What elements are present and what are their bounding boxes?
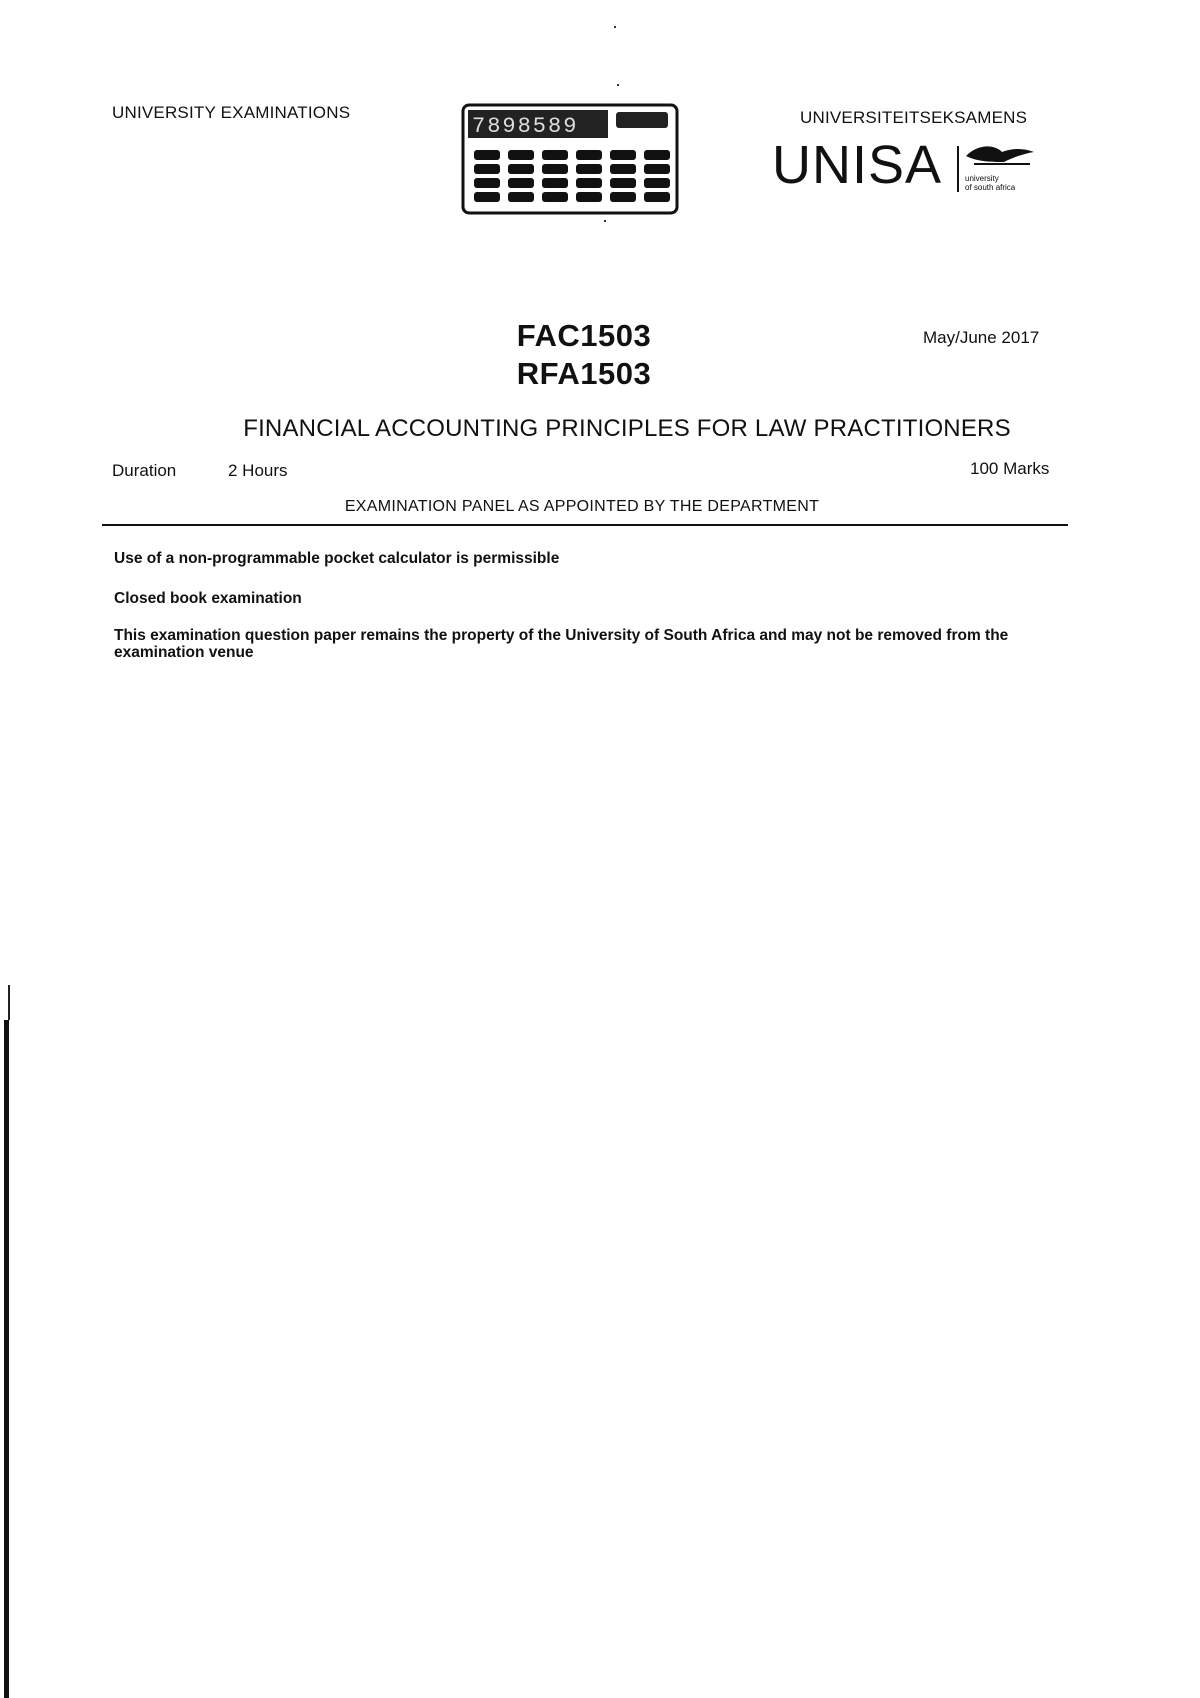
scan-speck (617, 84, 619, 86)
instruction-calculator: Use of a non-programmable pocket calculator is permissible (114, 550, 560, 567)
exam-title: FINANCIAL ACCOUNTING PRINCIPLES FOR LAW PRACTITIONERS (243, 415, 1011, 442)
header-divider (102, 524, 1068, 526)
module-code-primary: FAC1503 (516, 318, 652, 353)
logo-divider (957, 146, 959, 192)
header-left-text: UNIVERSITY EXAMINATIONS (112, 103, 351, 122)
bird-icon (964, 142, 1036, 172)
logo-wordmark: UNISA (772, 135, 943, 195)
duration-label: Duration (112, 461, 177, 480)
total-marks: 100 Marks (970, 459, 1050, 478)
logo-subtitle-line2: of south africa (965, 183, 1016, 192)
logo-subtitle (965, 174, 1015, 192)
scan-edge-mark (8, 985, 10, 1020)
calculator-icon (460, 102, 682, 218)
header-right-text: UNIVERSITEITSEKSAMENS (800, 108, 1028, 127)
scan-edge-bar (4, 1020, 9, 1698)
instruction-closed-book: Closed book examination (114, 590, 302, 607)
duration-value: 2 Hours (228, 461, 288, 480)
logo-subtitle-line1: university (965, 174, 999, 183)
unisa-logo (772, 135, 1052, 208)
exam-date: May/June 2017 (923, 328, 1040, 347)
scan-speck (614, 26, 616, 28)
scan-speck (604, 220, 606, 222)
module-code-secondary: RFA1503 (516, 356, 652, 391)
instruction-property: This examination question paper remains the property of the University of South Africa and may not be removed from the examination venue (114, 627, 1009, 661)
calculator-display: 7898589 (472, 114, 579, 139)
examination-panel: EXAMINATION PANEL AS APPOINTED BY THE DEPARTMENT (344, 498, 820, 515)
